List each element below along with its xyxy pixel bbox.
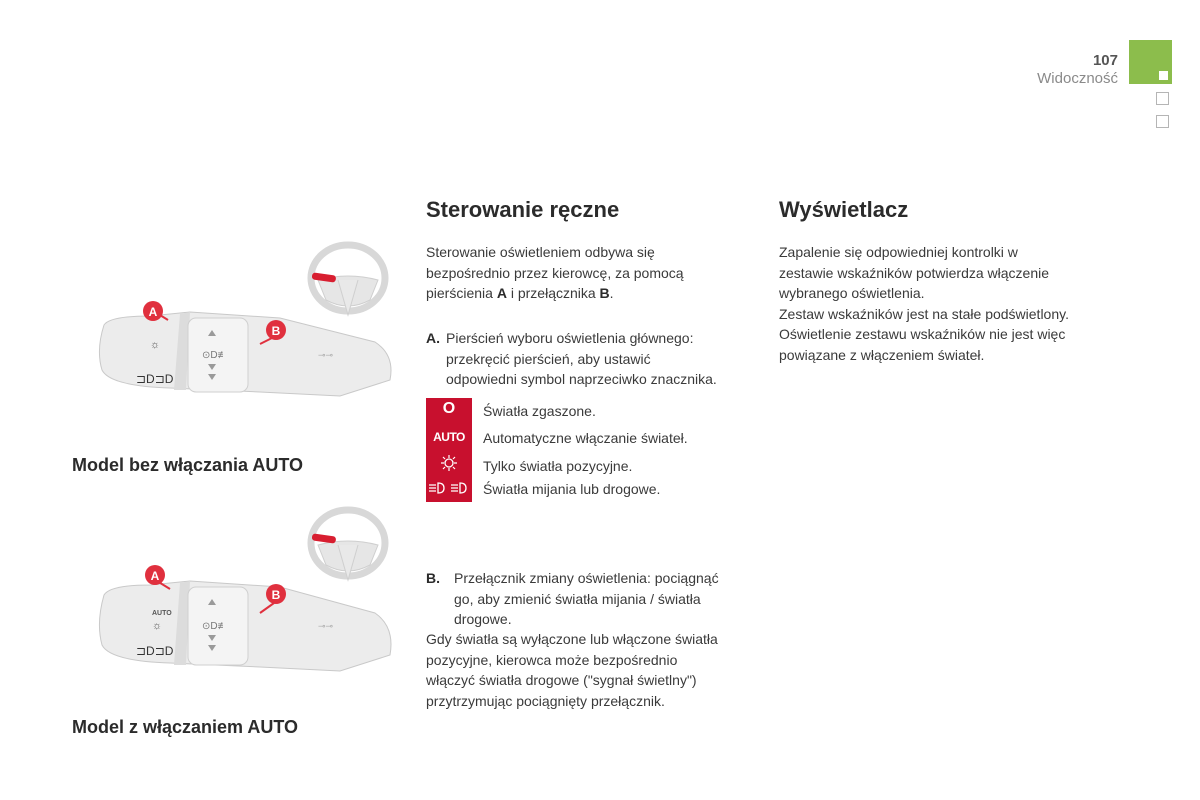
item-a-line: przekręcić pierścień, aby ustawić bbox=[446, 350, 651, 367]
stalk-marker-icon bbox=[312, 533, 337, 543]
auto-symbol-icon: AUTO bbox=[433, 430, 465, 444]
svg-text:A: A bbox=[150, 569, 160, 583]
svg-text:AUTO: AUTO bbox=[152, 610, 172, 617]
chapter-box-icon bbox=[1156, 115, 1169, 128]
symbol-desc-off: Światła zgaszone. bbox=[483, 403, 596, 419]
steering-wheel-icon bbox=[311, 510, 385, 580]
off-symbol-icon: O bbox=[442, 400, 456, 417]
item-b-line: drogowe. bbox=[454, 611, 512, 627]
item-b-line: go, aby zmienić światła mijania / światła bbox=[454, 590, 701, 607]
display-paragraph bbox=[779, 242, 1139, 365]
model-title-auto: Model z włączaniem AUTO bbox=[72, 717, 299, 737]
page-number: 107 bbox=[1092, 52, 1118, 69]
svg-text:B: B bbox=[271, 324, 281, 338]
svg-text:⊙D≢: ⊙D≢ bbox=[202, 621, 228, 632]
flash-line: Gdy światła są wyłączone lub włączone światła bbox=[426, 631, 718, 647]
flash-paragraph bbox=[426, 629, 766, 711]
display-line: wybranego oświetlenia. bbox=[779, 285, 925, 301]
headlights-icon bbox=[426, 480, 472, 496]
item-b-line: Przełącznik zmiany oświetlenia: pociągnąć bbox=[454, 570, 719, 586]
flash-line: pozycyjne, kierowca może bezpośrednio bbox=[426, 651, 678, 668]
sidelights-icon bbox=[426, 454, 472, 472]
item-a bbox=[426, 328, 766, 390]
intro-line: pierścienia A i przełącznika B. bbox=[426, 285, 614, 301]
section-name: Widoczność bbox=[1037, 70, 1118, 87]
callout-a bbox=[143, 301, 168, 321]
item-b-label: B. bbox=[426, 570, 440, 586]
symbol-desc-auto: Automatyczne włączanie świateł. bbox=[483, 430, 688, 446]
item-a-label: A. bbox=[426, 330, 440, 346]
symbol-desc-headlights: Światła mijania lub drogowe. bbox=[483, 481, 661, 497]
flash-line: przytrzymując pociągnięty przełącznik. bbox=[426, 692, 665, 709]
svg-text:⊸⊸: ⊸⊸ bbox=[318, 350, 334, 360]
display-line: powiązane z włączeniem świateł. bbox=[779, 346, 985, 363]
display-heading: Wyświetlacz bbox=[779, 197, 909, 222]
intro-line: bezpośrednio przez kierowcę, za pomocą bbox=[426, 264, 684, 281]
symbol-desc-sidelights: Tylko światła pozycyjne. bbox=[483, 458, 633, 474]
manual-intro bbox=[426, 242, 756, 304]
display-line: Oświetlenie zestawu wskaźników nie jest więc bbox=[779, 326, 1066, 342]
chapter-box-icon bbox=[1156, 92, 1169, 105]
svg-text:B: B bbox=[271, 588, 281, 602]
svg-text:☼: ☼ bbox=[152, 620, 163, 632]
manual-control-heading: Sterowanie ręczne bbox=[426, 197, 620, 222]
svg-text:⊐D⊐D: ⊐D⊐D bbox=[136, 644, 174, 658]
stalk-illustration-auto bbox=[90, 505, 400, 685]
svg-text:☼: ☼ bbox=[150, 339, 161, 351]
item-a-line: Pierścień wyboru oświetlenia głównego: bbox=[446, 330, 694, 346]
light-symbols-strip bbox=[426, 398, 472, 502]
svg-text:⊐D⊐D: ⊐D⊐D bbox=[136, 372, 174, 386]
svg-text:A: A bbox=[148, 305, 158, 319]
display-line: zestawie wskaźników potwierdza włączenie bbox=[779, 264, 1050, 281]
display-line: Zapalenie się odpowiedniej kontrolki w bbox=[779, 244, 1018, 260]
model-title-no-auto: Model bez włączania AUTO bbox=[72, 455, 304, 475]
chapter-tab bbox=[1129, 40, 1172, 84]
chapter-marker-icon bbox=[1159, 71, 1168, 80]
flash-line: włączyć światła drogowe ("sygnał świetlny") bbox=[426, 672, 697, 688]
stalk-illustration-no-auto bbox=[90, 240, 400, 410]
item-b bbox=[426, 568, 766, 630]
svg-text:⊸⊸: ⊸⊸ bbox=[318, 621, 334, 631]
display-line: Zestaw wskaźników jest na stałe podświetlony. bbox=[779, 305, 1069, 322]
svg-text:⊙D≢: ⊙D≢ bbox=[202, 350, 228, 361]
intro-line: Sterowanie oświetleniem odbywa się bbox=[426, 244, 655, 260]
item-a-line: odpowiedni symbol naprzeciwko znacznika. bbox=[446, 371, 717, 387]
